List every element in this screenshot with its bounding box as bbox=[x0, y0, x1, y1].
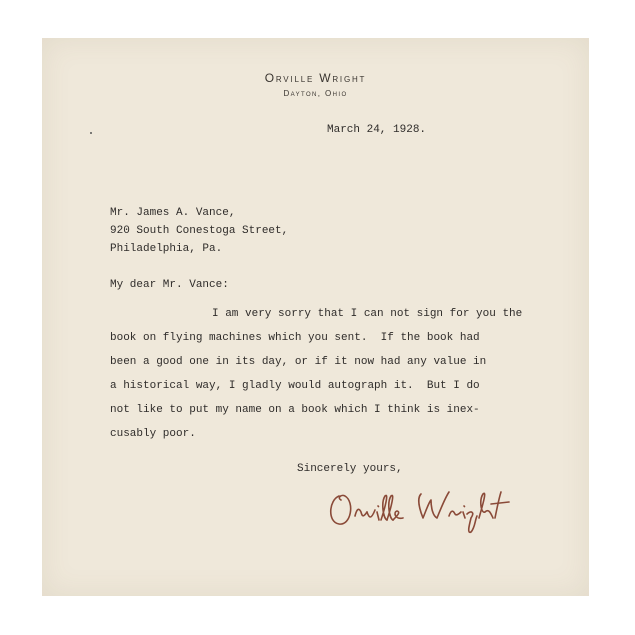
body-line: not like to put my name on a book which I think is inex- bbox=[110, 404, 480, 416]
letterhead-name: Orville Wright bbox=[264, 71, 367, 85]
address-line: Philadelphia, Pa. bbox=[110, 243, 223, 255]
closing: Sincerely yours, bbox=[297, 463, 403, 475]
letter-date: March 24, 1928. bbox=[327, 124, 427, 136]
handwritten-signature bbox=[325, 478, 515, 538]
address-line: Mr. James A. Vance, bbox=[110, 207, 236, 219]
body-line: a historical way, I gladly would autograph it. But I do bbox=[110, 380, 480, 392]
salutation: My dear Mr. Vance: bbox=[110, 279, 229, 291]
letterhead-city: Dayton, Ohio bbox=[283, 89, 348, 98]
body-line: cusably poor. bbox=[110, 428, 196, 440]
body-line: I am very sorry that I can not sign for you the bbox=[212, 308, 523, 320]
address-line: 920 South Conestoga Street, bbox=[110, 225, 289, 237]
letter-page bbox=[42, 38, 589, 596]
body-line: been a good one in its day, or if it now had any value in bbox=[110, 356, 487, 368]
body-line: book on flying machines which you sent. If the book had bbox=[110, 332, 480, 344]
paper-speck bbox=[90, 132, 92, 134]
